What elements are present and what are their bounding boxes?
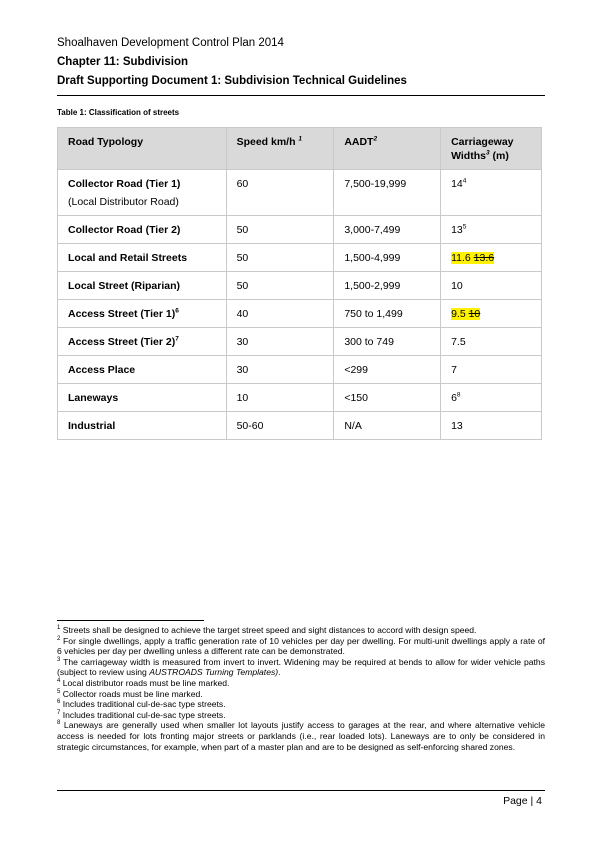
cell-typology: Access Place — [58, 356, 227, 384]
cell-aadt: 300 to 749 — [334, 328, 441, 356]
cell-aadt: 1,500-2,999 — [334, 272, 441, 300]
deleted-width-value: 10 — [468, 308, 481, 320]
cell-typology: Local Street (Riparian) — [58, 272, 227, 300]
table-row — [58, 300, 542, 328]
cell-aadt: <299 — [334, 356, 441, 384]
footnote-ref: 2 — [373, 135, 378, 143]
cell-speed: 50-60 — [226, 412, 334, 440]
footnote-ref: 5 — [462, 223, 467, 231]
cell-speed: 50 — [226, 244, 334, 272]
table-row — [58, 328, 542, 356]
cell-typology: Collector Road (Tier 1) (Local Distributor Road) — [58, 170, 227, 216]
cell-width: 7.5 — [441, 328, 542, 356]
cell-aadt: 1,500-4,999 — [334, 244, 441, 272]
footnote-ref: 6 — [175, 307, 179, 315]
table-caption: Table 1: Classification of streets — [57, 108, 180, 117]
table-header-row — [58, 128, 542, 170]
cell-speed: 50 — [226, 216, 334, 244]
street-classification-table — [57, 127, 542, 440]
footnote-ref: 3 — [485, 149, 490, 157]
cell-width: 10 — [441, 272, 542, 300]
footnote-ref: 7 — [175, 335, 179, 343]
header-speed: Speed km/h $^1$ — [226, 128, 334, 170]
footnote-separator — [57, 620, 204, 621]
cell-aadt: 750 to 1,499 — [334, 300, 441, 328]
table-row — [58, 170, 542, 216]
chapter-title: Chapter 11: Subdivision — [57, 56, 188, 68]
cell-typology: Industrial — [58, 412, 227, 440]
cell-aadt: 3,000-7,499 — [334, 216, 441, 244]
footnote: $^4$ Local distributor roads must be line marked. — [57, 677, 230, 688]
new-width-value: 9.5 — [451, 308, 466, 320]
cell-width — [441, 300, 542, 328]
cell-width: 7 — [441, 356, 542, 384]
cell-speed: 10 — [226, 384, 334, 412]
cell-speed: 40 — [226, 300, 334, 328]
footnote-ref: 8 — [456, 391, 461, 399]
highlighted-revision — [451, 252, 494, 264]
footnote: $^7$ Includes traditional cul-de-sac type streets. — [57, 709, 226, 720]
footnote: $^5$ Collector roads must be line marked. — [57, 688, 203, 699]
footer-divider — [57, 790, 545, 791]
cell-width: $6^8$ — [441, 384, 542, 412]
page-number: Page | 4 — [503, 795, 542, 807]
cell-typology: Access Street (Tier 2)$^7$ — [58, 328, 227, 356]
cell-typology: Collector Road (Tier 2) — [58, 216, 227, 244]
plan-title: Shoalhaven Development Control Plan 2014 — [57, 37, 284, 49]
cell-speed: 60 — [226, 170, 334, 216]
table-row — [58, 356, 542, 384]
cell-width: $14^4$ — [441, 170, 542, 216]
cell-typology: Access Street (Tier 1)$^6$ — [58, 300, 227, 328]
header-aadt: AADT$^2$ — [334, 128, 441, 170]
cell-aadt: N/A — [334, 412, 441, 440]
footnote-ref: 1 — [298, 135, 303, 143]
footnote: $^8$ Laneways are generally used when smaller lot layouts justify access to garages at the rear, and where alternative vehicle access is needed for lots fronting major streets or parklands (i.e., rear loaded lots). Laneways are to only be considered in strategic circumstances, for example, when part of a master plan and are to be designed as self-enforcing shared zones. — [57, 720, 545, 752]
cell-width: $13^5$ — [441, 216, 542, 244]
footnote: $^3$ The carriageway width is measured from invert to invert. Widening may be required at bends to allow for wider vehicle paths (subject to review using AUSTROADS Turning Templates). — [57, 656, 545, 678]
cell-aadt: 7,500-19,999 — [334, 170, 441, 216]
document-title: Draft Supporting Document 1: Subdivision Technical Guidelines — [57, 75, 407, 87]
header-divider — [57, 95, 545, 96]
table-row — [58, 244, 542, 272]
cell-speed: 50 — [226, 272, 334, 300]
cell-width: 13 — [441, 412, 542, 440]
cell-typology: Laneways — [58, 384, 227, 412]
cell-aadt: <150 — [334, 384, 441, 412]
cell-speed: 30 — [226, 356, 334, 384]
cell-speed: 30 — [226, 328, 334, 356]
footnote: $^2$ For single dwellings, apply a traffic generation rate of 10 vehicles per day per dwelling. For multi-unit dwellings apply a rate of 6 vehicles per day per dwelling unless a different rate can be demonstrated. — [57, 635, 545, 657]
new-width-value: 11.6 — [451, 252, 471, 264]
table-row — [58, 216, 542, 244]
header-road-typology: Road Typology — [58, 128, 227, 170]
page-header — [57, 35, 545, 92]
footnote-ref: 4 — [462, 177, 467, 185]
footnote: $^6$ Includes traditional cul-de-sac type streets. — [57, 699, 226, 710]
deleted-width-value: 13.6 — [473, 252, 495, 264]
header-carriageway-width: Carriageway Widths$^3$ (m) — [441, 128, 542, 170]
footnote: $^1$ Streets shall be designed to achieve the target street speed and sight distances to accord with design speed. — [57, 625, 477, 635]
table-row — [58, 412, 542, 440]
reference-title: AUSTROADS Turning Templates) — [149, 667, 279, 678]
footnotes — [57, 625, 545, 752]
cell-typology: Local and Retail Streets — [58, 244, 227, 272]
table-row — [58, 272, 542, 300]
cell-width — [441, 244, 542, 272]
table-row — [58, 384, 542, 412]
highlighted-revision — [451, 308, 480, 320]
